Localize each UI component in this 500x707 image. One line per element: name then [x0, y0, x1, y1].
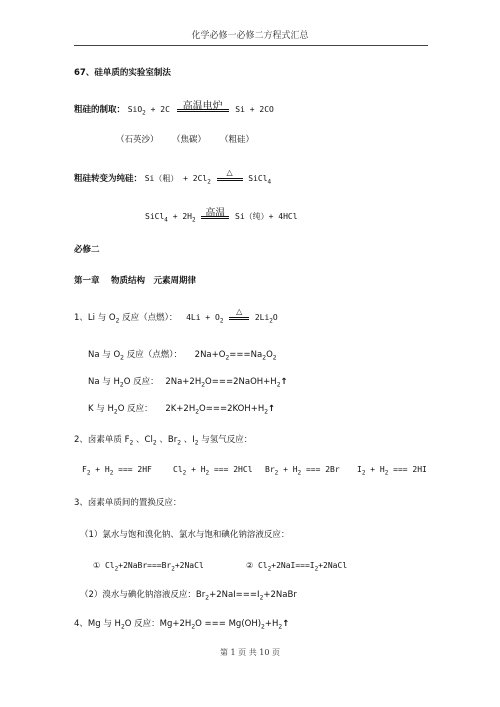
- reduce-condition: 高温: [201, 216, 229, 219]
- purify-lhs: Si（粗） + $2Cl_2$: [144, 174, 211, 186]
- item4-line: 4、Mg 与 $H_2O$ 反应：$Mg+2H_2O$ === $Mg(OH)_2+H_2↑$: [74, 619, 290, 631]
- na-o2-line: [88, 348, 277, 362]
- crude-silicon-line: [74, 103, 274, 117]
- purify-label: 粗硅转变为纯硅：: [74, 174, 143, 184]
- note-crude-si: （粗硅）: [220, 135, 255, 145]
- k-h2o-eq: $2K+2H_2O===2KOH+H_2↑$: [165, 404, 276, 416]
- chapter1-title: 第一章 物质结构 元素周期律: [74, 276, 196, 286]
- reduce-line: [145, 208, 298, 224]
- displacement-eq-2: ② $Cl_2+2NaI===I_2+2NaCl$: [246, 561, 348, 573]
- book2-title: 必修二: [74, 245, 100, 255]
- page-footer: 第 1 页 共 10 页: [220, 648, 280, 657]
- na-o2-label: Na 与 $O_2$ 反应（点燃）：: [88, 350, 182, 362]
- section-67-title: 67、硅单质的实验室制法: [74, 68, 171, 78]
- purify-line: [74, 168, 272, 186]
- reduce-rhs: Si（纯）+ 4HCl: [235, 212, 298, 221]
- item1-eq-rhs: $2Li_2O$: [254, 313, 278, 325]
- note-coke: （焦碳）: [172, 135, 207, 145]
- item1-eq-lhs: $4Li + O_2$: [186, 313, 224, 325]
- purify-condition: △: [217, 178, 243, 181]
- item1-label: 1、Li 与 $O_2$ 反应（点燃）：: [74, 313, 178, 325]
- crude-lhs: SiO$_2$ + 2C: [127, 105, 170, 117]
- item2-title: 2、卤素单质 $F_2$ 、$Cl_2$ 、$Br_2$ 、$I_2$ 与氢气反应：: [74, 435, 253, 447]
- header-rule: [74, 45, 428, 46]
- halogen-eq-i2: $I_2 + H_2$ === 2HI: [357, 465, 427, 477]
- item1-condition: △: [229, 317, 249, 320]
- halogen-eq-cl2: $Cl_2 + H_2$ === 2HCl: [173, 465, 253, 477]
- page-header: 化学必修一必修二方程式汇总: [191, 31, 309, 41]
- crude-condition: 高温电炉: [177, 109, 229, 112]
- crude-label: 粗硅的制取：: [74, 105, 126, 115]
- na-h2o-line: [88, 375, 288, 389]
- reduce-lhs: SiCl$_4$ + $2H_2$: [145, 212, 196, 224]
- item3-sub1: （1）氯水与饱和溴化钠、氯水与饱和碘化钠溶液反应：: [80, 530, 290, 540]
- note-quartz: （石英沙）: [116, 135, 159, 145]
- item3-sub2: （2）溴水与碘化钠溶液反应：$Br_2+2NaI===I_2+2NaBr$: [80, 590, 297, 602]
- item1-line: [74, 307, 278, 325]
- k-h2o-line: [88, 402, 275, 416]
- k-h2o-label: K 与 $H_2O$ 反应：: [88, 404, 153, 416]
- purify-rhs: SiCl$_4$: [248, 174, 272, 186]
- item3-title: 3、卤素单质间的置换反应：: [74, 498, 182, 508]
- na-h2o-label: Na 与 $H_2O$ 反应：: [88, 377, 159, 389]
- na-h2o-eq: $2Na+2H_2O===2NaOH+H_2↑$: [165, 377, 288, 389]
- halogen-eq-br2: $Br_2 + H_2$ === 2Br: [265, 465, 340, 477]
- halogen-eq-f2: $F_2 + H_2$ === 2HF: [82, 465, 152, 477]
- crude-rhs: Si + 2CO: [235, 105, 274, 114]
- na-o2-eq: $2Na+O_2===Na_2O_2$: [194, 350, 277, 362]
- displacement-eq-1: ① $Cl_2+2NaBr===Br_2+2NaCl$: [93, 561, 204, 573]
